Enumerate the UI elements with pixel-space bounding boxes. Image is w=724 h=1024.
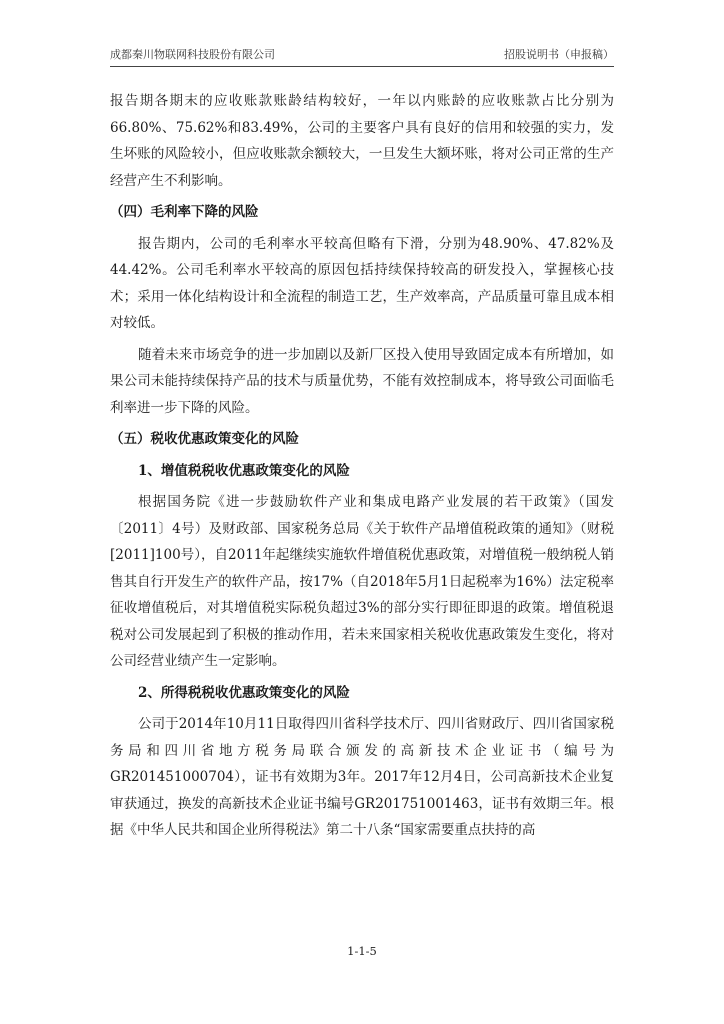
paragraph-gross-margin-2: 随着未来市场竞争的进一步加剧以及新厂区投入使用导致固定成本有所增加，如果公司未能持续保持产品的技术与质量优势，不能有效控制成本，将导致公司面临毛利率进一步下降的风险。 bbox=[110, 346, 614, 416]
page-header bbox=[110, 46, 614, 62]
paragraph-receivables: 报告期各期末的应收账款账龄结构较好，一年以内账龄的应收账款占比分别为66.80%、75.62%和83.49%，公司的主要客户具有良好的信用和较强的实力，发生坏账的风险较小，但应收账款余额较大，一旦发生大额坏账，将对公司正常的生产经营产生不利影响。 bbox=[110, 93, 614, 189]
subsection-heading-income-tax: 2、所得税税收优惠政策变化的风险 bbox=[138, 684, 350, 701]
header-company-name: 成都秦川物联网科技股份有限公司 bbox=[110, 48, 275, 61]
document-body bbox=[110, 88, 614, 849]
page-number: 1-1-5 bbox=[347, 944, 377, 958]
section-heading-tax: （五）税收优惠政策变化的风险 bbox=[110, 431, 299, 447]
paragraph-income-tax: 公司于2014年10月11日取得四川省科学技术厅、四川省财政厅、四川省国家税务局和四川省地方税务局联合颁发的高新技术企业证书（编号为GR201451000704），证书有效期为3年。2017年12月4日，公司高新技术企业复审获通过，换发的高新技术企业证书编号GR201751001463，证书有效期三年。根据《中华人民共和国企业所得税法》第二十八条“国家需要重点扶持的高 bbox=[110, 716, 614, 838]
paragraph-vat: 根据国务院《进一步鼓励软件产业和集成电路产业发展的若干政策》（国发〔2011〕4号）及财政部、国家税务总局《关于软件产品增值税政策的通知》（财税[2011]100号），自2011年起继续实施软件增值税优惠政策，对增值税一般纳税人销售其自行开发生产的软件产品，按17%（自2018年5月1日起税率为16%）法定税率征收增值税后，对其增值税实际税负超过3%的部分实行即征即退的政策。增值税退税对公司发展起到了积极的推动作用，若未来国家相关税收优惠政策发生变化，将对公司经营业绩产生一定影响。 bbox=[110, 494, 614, 669]
paragraph-gross-margin-1: 报告期内，公司的毛利率水平较高但略有下滑，分别为48.90%、47.82%及44.42%。公司毛利率水平较高的原因包括持续保持较高的研发投入，掌握核心技术；采用一体化结构设计和全流程的制造工艺，生产效率高，产品质量可靠且成本相对较低。 bbox=[110, 235, 614, 331]
header-document-title: 招股说明书（申报稿） bbox=[504, 48, 614, 61]
subsection-heading-vat: 1、增值税税收优惠政策变化的风险 bbox=[138, 462, 350, 479]
header-divider bbox=[110, 66, 614, 67]
section-heading-gross-margin: （四）毛利率下降的风险 bbox=[110, 204, 259, 220]
